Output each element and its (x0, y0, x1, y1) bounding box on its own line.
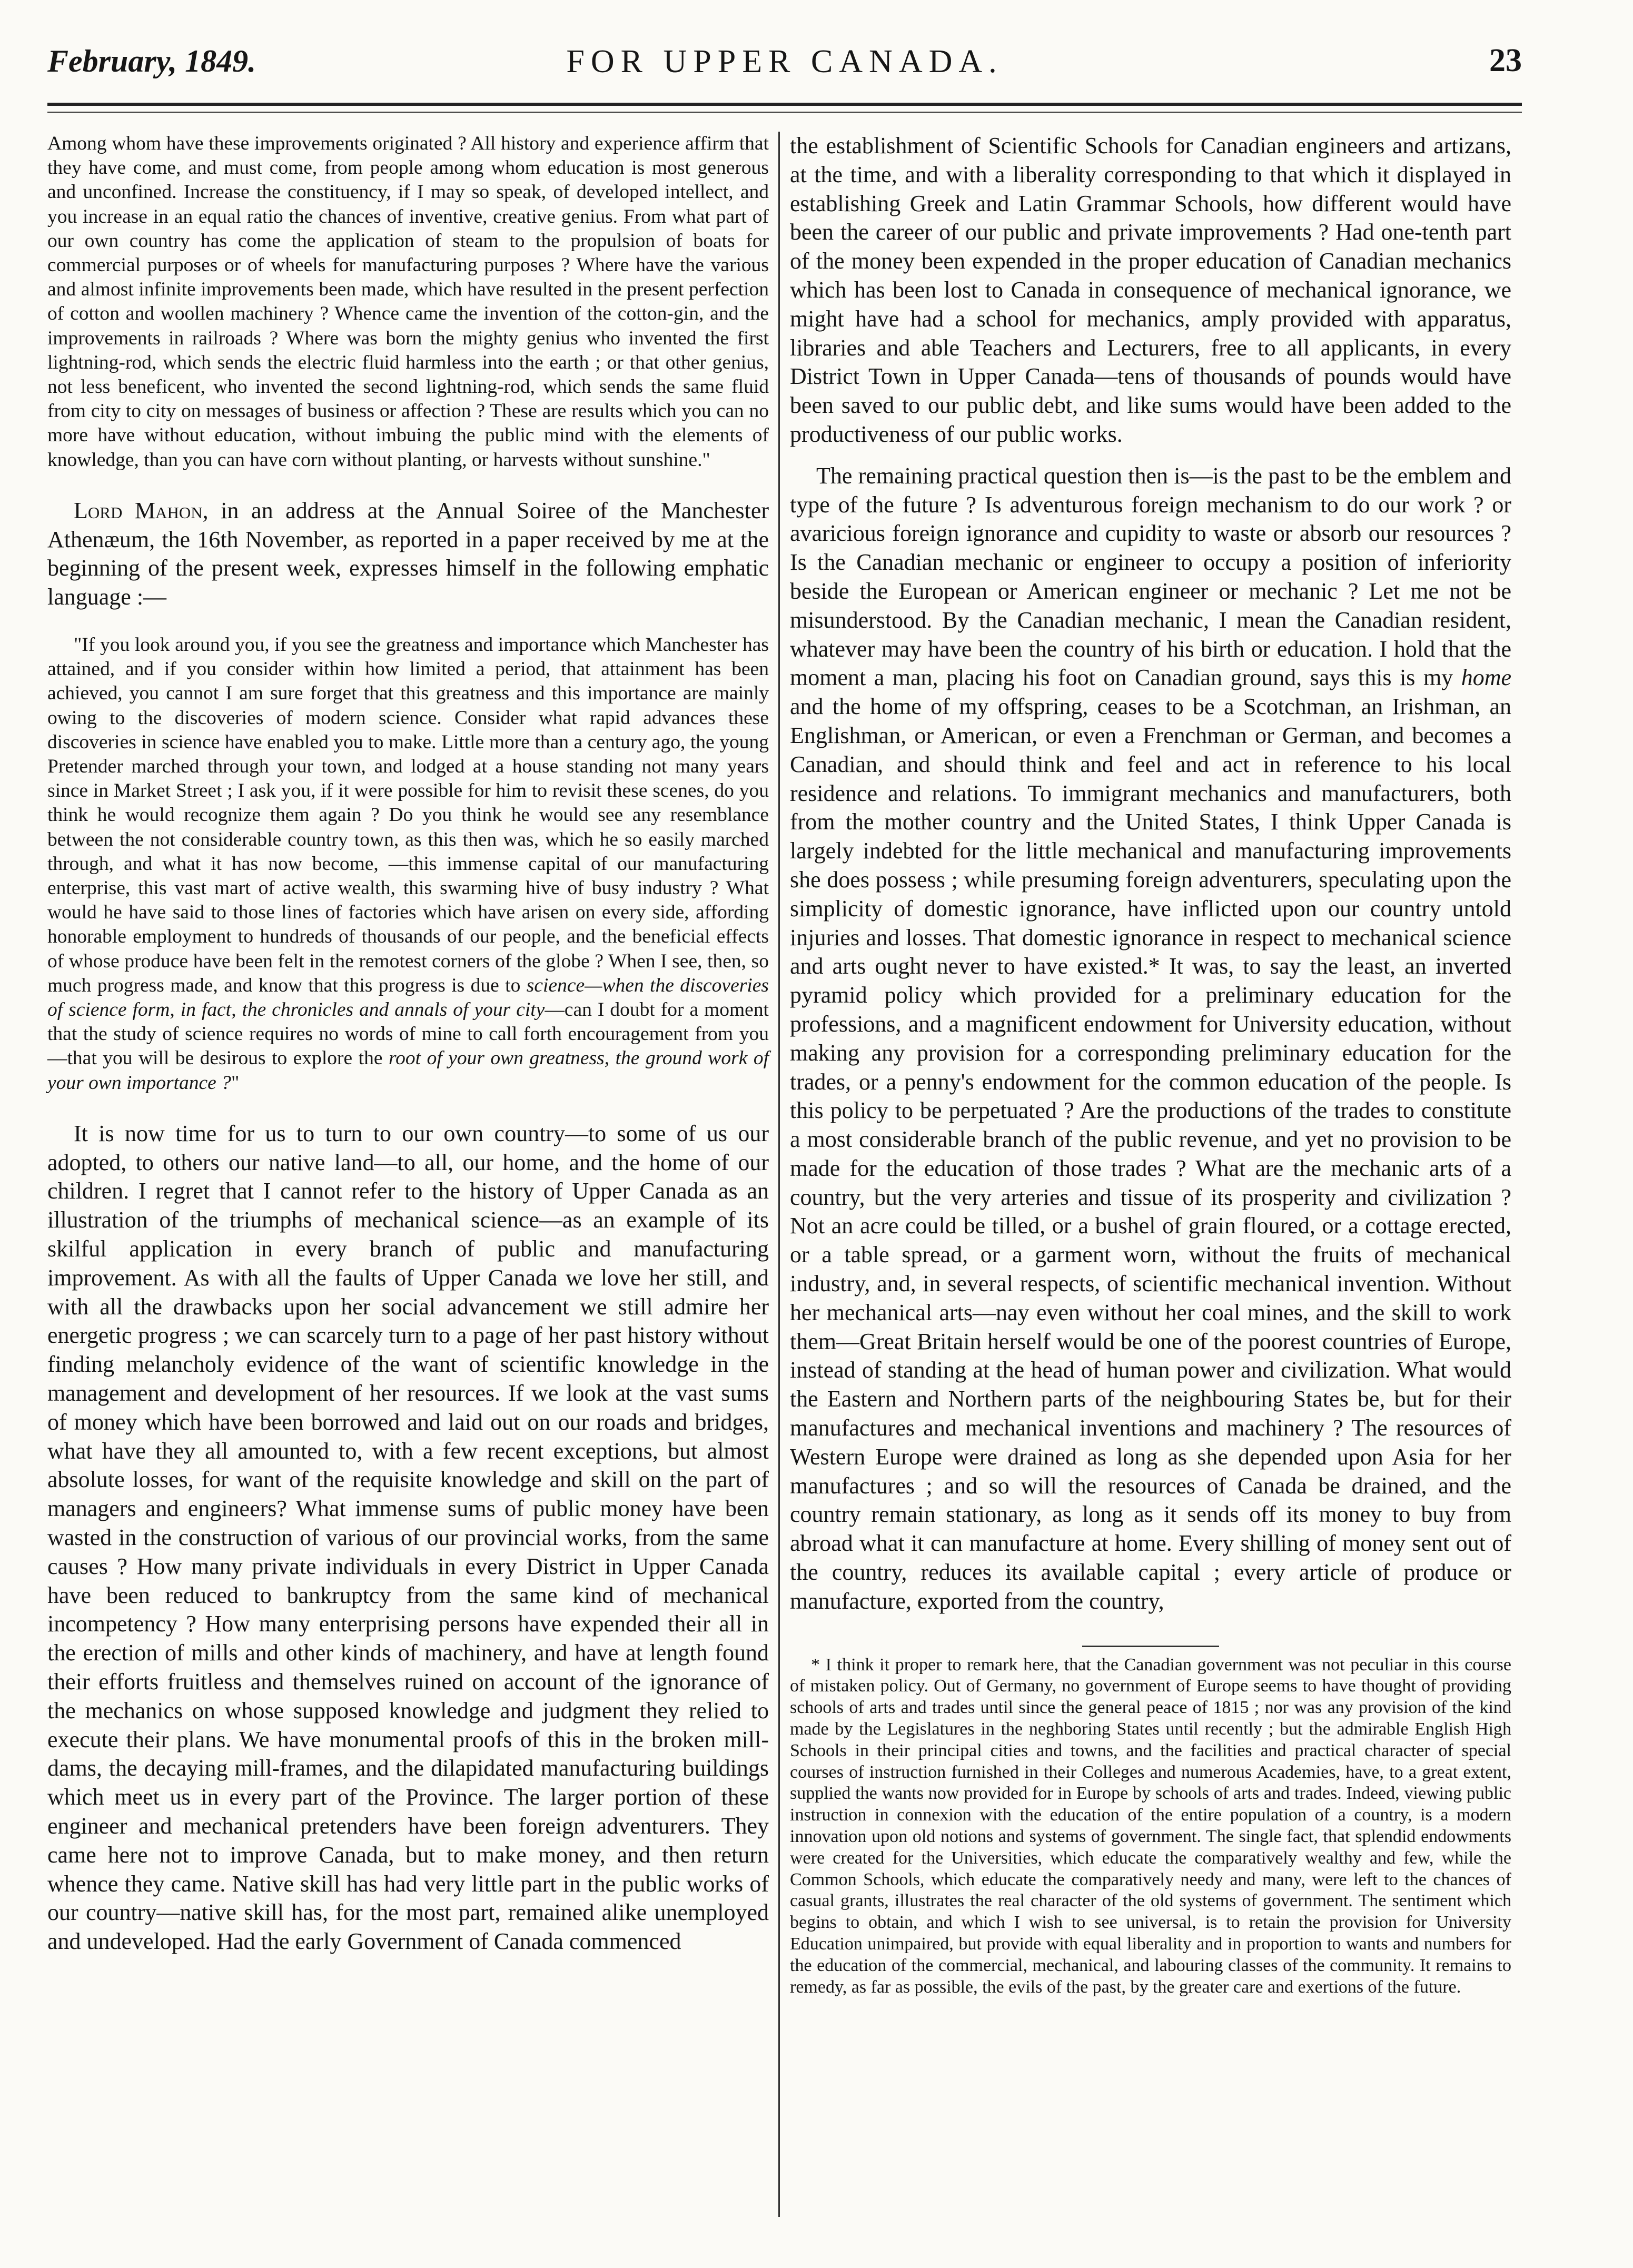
mahon-paragraph-text: in an address at the Annual Soiree of the Manchester Athenæum, the 16th November, as reported in a paper received by me at the beginning of the present week, expresses himself in the following emphatic language :— (47, 497, 769, 610)
mahon-quote-part-2: —can I doubt for a moment that the study of science requires no words of mine to call forth encouragement from you—that you will be desirous to explore the (47, 999, 769, 1069)
practical-question-part-2: and the home of my offspring, ceases to be a Scotchman, an Irishman, an Englishman, or American, or even a Frenchman or German, and becomes a Canadian, and should think and feel and act in reference to his local residence and relations. To immigrant mechanics and manufacturers, both from the mother country and the United States, I think Upper Canada is largely indebted for the little mechanical and manufacturing improvements she does possess ; while presuming foreign adventurers, speculating upon the simplicity of domestic ignorance, have inflicted upon our country untold injuries and losses. That domestic ignorance in respect to mechanical science and arts ought never to have existed.* It was, to say the least, an inverted pyramid policy which provided for a preliminary education for the professions, and a magnificent endowment for University education, without making any provision for a corresponding preliminary education for the trades, or a penny's endowment for the common education of the people. Is this policy to be perpetuated ? Are the productions of the trades to constitute a most considerable branch of the public revenue, and yet no provision to be made for the education of those trades ? What are the mechanic arts of a country, but the very arteries and tissue of its prosperity and civilization ? Not an acre could be tilled, or a bushel of grain floured, or a cottage erected, or a table spread, or a garment worn, without the fruits of mechanical industry, and, in several respects, of scientific mechanical invention. Without her mechanical arts—nay even without her coal mines, and the skill to work them—Great Britain herself would be one of the poorest countries of Europe, instead of standing at the head of human power and civilization. What would the Eastern and Northern parts of the neighbouring States be, but for their manufactures and mechanical inventions and machinery ? The resources of Western Europe were drained as long as she depended upon Asia for her manufactures ; and so will the resources of Canada be drained, and the country remain stationary, as long as it sends off its money to buy from abroad what it can manufacture at home. Every shilling of money sent out of the country, reduces its available capital ; every article of produce or manufacture, exported from the country, (790, 694, 1511, 1614)
mahon-quote-emphasis-1: science—when the discoveries of science form, in fact, the chronicles and annals of your city (47, 974, 769, 1021)
main-paragraph: It is now time for us to turn to our own country—to some of us our adopted, to others our native land—to all, our home, and the home of our children. I regret that I cannot refer to the history of Upper Canada as an illustration of the triumphs of mechanical science—as an example of its skilful application in every branch of public and manufacturing improvement. As with all the faults of Upper Canada we love her still, and with all the drawbacks upon her social advancement we still admire her energetic progress ; we can scarcely turn to a page of her past history without finding melancholy evidence of the want of scientific knowledge in the management and development of her resources. If we look at the vast sums of money which have been borrowed and laid out on our roads and bridges, what have they all amounted to, with a few recent exceptions, but almost absolute losses, for want of the requisite knowledge and skill on the part of managers and engineers? What immense sums of public money have been wasted in the construction of various of our provincial works, from the same causes ? How many private individuals in every District in Upper Canada have been reduced to bankruptcy from the same kind of mechanical incompetency ? How many enterprising persons have expended their all in the erection of mills and other kinds of machinery, and have at length found their efforts fruitless and themselves ruined on account of the ignorance of the mechanics on whose supposed knowledge and judgment they relied to execute their plans. We have monumental proofs of this in the broken mill-dams, the decaying mill-frames, and the dilapidated manufacturing buildings which meet us in every part of the Province. The larger portion of these engineer and mechanical pretenders have been foreign adventurers. They came here not to improve Canada, but to make money, and then return whence they came. Native skill has had very little part in the public works of our country—native skill has, for the most part, remained alike unemployed and undeveloped. Had the early Government of Canada commenced (47, 1120, 769, 1955)
footnote-rule (1082, 1646, 1219, 1647)
mahon-paragraph (47, 497, 769, 612)
home-emphasis: home (1461, 665, 1511, 691)
practical-question-paragraph (790, 462, 1511, 1616)
mahon-quote-part-1: "If you look around you, if you see the greatness and importance which Manchester has attained, and if you consider within how limited a period, that attainment has been achieved, you cannot I am sure forget that this greatness and this importance are mainly owing to the discoveries of modern science. Consider what rapid advances these discoveries in science have enabled you to make. Little more than a century ago, the young Pretender marched through your town, and lodged at a house standing not many years since in Market Street ; I ask you, if it were possible for him to revisit these scenes, do you think he would recognize them again ? Do you think he would see any resemblance between the not considerable country town, as this then was, which he so easily marched through, and what it has now become, —this immense capital of our manufacturing enterprise, this vast mart of active wealth, this swarming hive of busy industry ? What would he have said to those lines of factories which have arisen on every side, affording honorable employment to hundreds of thousands of our people, and the beneficial effects of whose produce have been felt in the remotest corners of the globe ? When I see, then, so much progress made, and know that this progress is due to (47, 634, 769, 996)
quote-continuation: Among whom have these improvements originated ? All history and experience affirm that they have come, and must come, from people among whom education is most generous and unconfined. Increase the constituency, if I may so speak, of developed intellect, and you increase in an equal ratio the chances of inventive, creative genius. From what part of our own country has come the application of steam to the propulsion of boats for commercial purposes or of wheels for manufacturing purposes ? Where have the various and almost infinite improvements been made, which have resulted in the present perfection of cotton and woollen machinery ? Whence came the invention of the cotton-gin, and the improvements in railroads ? Where was born the mighty genius who invented the first lightning-rod, which sends the electric fluid harmless into the earth ; or that other genius, not less beneficent, who invented the second lightning-rod, which sends the same fluid from city to city on messages of business or affection ? These are results which you can no more have without education, without imbuing the public mind with the elements of knowledge, than you can have corn without planting, or harvests without sunshine." (47, 133, 769, 471)
issue-date: February, 1849. (47, 44, 256, 78)
footnote: * I think it proper to remark here, that the Canadian government was not peculiar in this course of mistaken policy. Out of Germany, no government of Europe seems to have thought of providing schools of arts and trades until since the general peace of 1815 ; nor was any provision of the kind made by the Legislatures in the neghboring States until recently ; but the admirable English High Schools in their principal cities and towns, and the facilities and practical character of special courses of instruction furnished in their Colleges and numerous Academies, have, to a great extent, supplied the wants now provided for in Europe by schools of arts and trades. Indeed, viewing public instruction in connexion with the education of the entire population of a country, is a modern innovation upon old notions and systems of government. The single fact, that splendid endowments were created for the Universities, which educate the comparatively wealthy and few, while the Common Schools, which educate the comparatively needy and many, were left to the chances of casual grants, illustrates the real character of the old systems of government. The sentiment which begins to obtain, and which I wish to see universal, is to retain the provision for University Education unimpaired, but provide with equal liberality and in proportion to wants and numbers for the education of the commercial, mechanical, and labouring classes of the community. It remains to remedy, as far as possible, the evils of the past, by the greater care and exertions of the future. (790, 1655, 1511, 1997)
left-column (47, 132, 769, 2227)
mahon-quote-emphasis-2: root of your own greatness, the ground work of your own importance ? (47, 1047, 769, 1094)
right-column (790, 132, 1511, 2227)
mahon-quote-end: " (231, 1072, 240, 1094)
spacer (47, 472, 769, 497)
header-rule-thin (47, 112, 1522, 113)
spacer (790, 449, 1511, 462)
page-header (47, 37, 1522, 84)
mahon-name: Lord Mahon, (74, 497, 209, 523)
spacer (47, 612, 769, 633)
mahon-quote (47, 633, 769, 1095)
running-title: FOR UPPER CANADA. (566, 44, 1003, 80)
header-rule-thick (47, 103, 1522, 106)
spacer (47, 1095, 769, 1120)
spacer (790, 1616, 1511, 1646)
column-divider (778, 132, 780, 2217)
page-number: 23 (1489, 43, 1522, 78)
scientific-schools-paragraph: the establishment of Scientific Schools for Canadian engineers and artizans, at the time, and with a liberality corresponding to that which it displayed in establishing Greek and Latin Grammar Schools, how different would have been the career of our public and private improvements ? Had one-tenth part of the money been expended in the proper education of Canadian mechanics which has been lost to Canada in consequence of mechanical ignorance, we might have had a school for mechanics, amply provided with apparatus, libraries and able Teachers and Lecturers, free to all applicants, in every District Town in Upper Canada—tens of thousands of pounds would have been saved to our public debt, and like sums would have been added to the productiveness of our public works. (790, 133, 1511, 447)
practical-question-part-1: The remaining practical question then is—is the past to be the emblem and type of the future ? Is adventurous foreign mechanism to do our work ? or avaricious foreign ignorance and cupidity to waste or absorb our resources ? Is the Canadian mechanic or engineer to occupy a position of inferiority beside the European or American engineer or mechanic ? Let me not be misunderstood. By the Canadian mechanic, I mean the Canadian resident, whatever may have been the country of his birth or education. I hold that the moment a man, placing his foot on Canadian ground, says this is my (790, 462, 1511, 691)
